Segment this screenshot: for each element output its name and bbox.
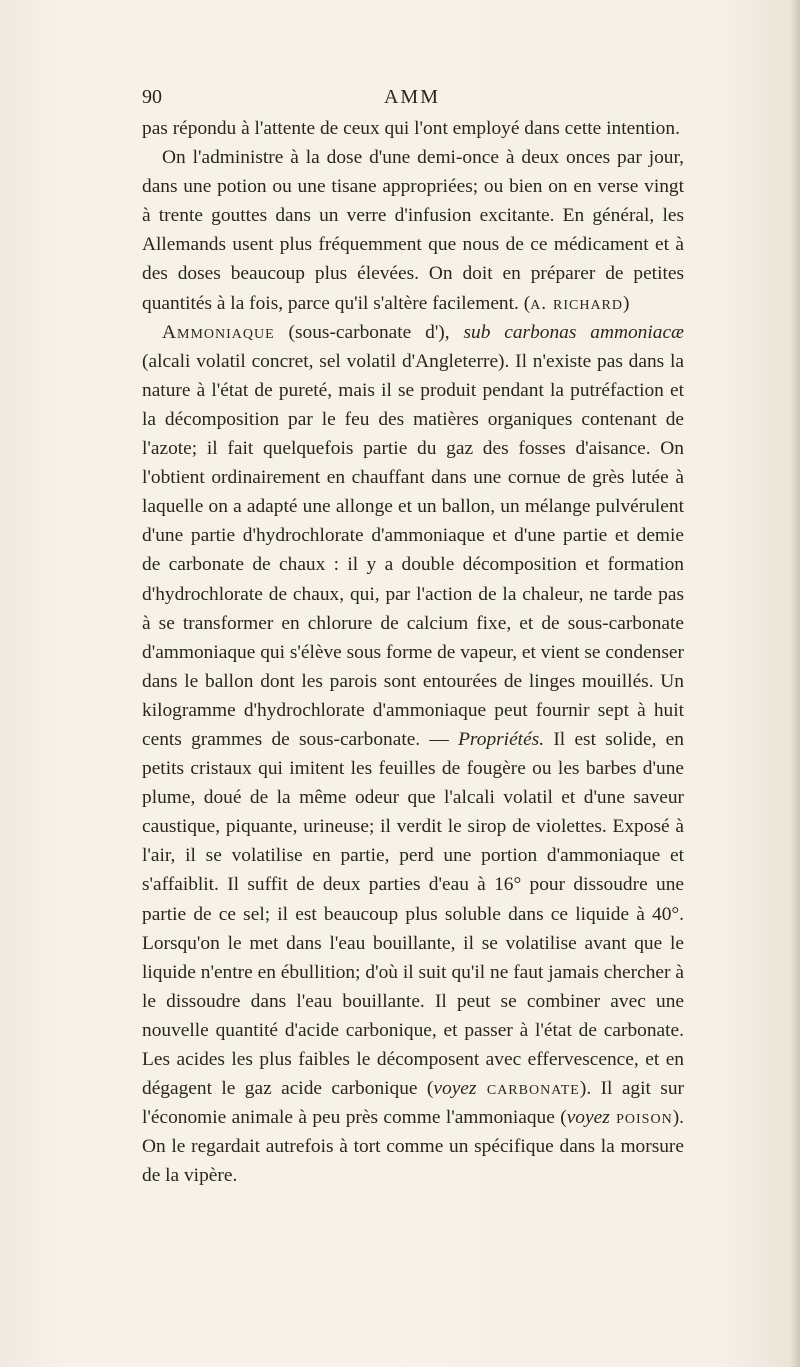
- paragraph-dosage: [142, 143, 684, 318]
- running-head: AMM: [383, 86, 440, 108]
- entry-text-b: (alcali volatil concret, sel volatil d'Angleterre). Il n'existe pas dans la nature à l'état de pureté, mais il se produit pendant la putréfaction et la décomposition par le feu des matières organiques contenant de l'azote; il fait quelquefois partie du gaz des fosses d'aisance. On l'obtient ordinairement en chauffant dans une cornue de grès lutée à laquelle on a adapté une allonge et un ballon, un mélange pulvérulent d'une partie d'hydrochlorate d'ammoniaque et d'une partie et demie de carbonate de chaux : il y a double décomposition et formation d'hydrochlorate de chaux, qui, par l'action de la chaleur, ne tarde pas à se transformer en chlorure de calcium fixe, et de sous-carbonate d'ammoniaque qui s'élève sous forme de vapeur, et vient se condenser dans le ballon dont les parois sont entourées de linges mouillés. Un kilogramme d'hydrochlorate d'ammoniaque peut fournir sept à huit cents grammes de sous-carbonate. —: [142, 350, 684, 750]
- entry-text-a: (sous-carbonate d'),: [274, 321, 464, 343]
- paragraph-continuation: pas répondu à l'attente de ceux qui l'ont employé dans cette intention.: [142, 118, 680, 139]
- entry-term: Ammoniaque: [162, 321, 275, 343]
- cross-reference-poison: poison: [609, 1107, 673, 1129]
- see-also-word-1: voyez: [433, 1078, 477, 1100]
- entry-text-c: Il est solide, en petits cristaux qui imitent les feuilles de fougère ou les barbes d'une plume, doué de la même odeur que l'alcali volatil et d'une saveur caustique, piquante, urineuse; il verdit le sirop de violettes. Exposé à l'air, il se volatilise en partie, perd une portion d'ammoniaque et s'affaiblit. Il suffit de deux parties d'eau à 16° pour dissoudre une partie de ce sel; il est beaucoup plus soluble dans ce liquide à 40°. Lorsqu'on le met dans l'eau bouillante, il se volatilise avant que le liquide n'entre en ébullition; d'où il suit qu'il ne faut jamais chercher à le dissoudre dans l'eau bouillante. Il peut se combiner avec une nouvelle quantité d'acide carbonique, et passer à l'état de carbonate. Les acides les plus faibles le décomposent avec effervescence, et en dégagent le gaz acide carbonique (: [142, 728, 684, 1100]
- latin-name: sub carbonas ammoniacæ: [463, 321, 684, 343]
- cross-reference-carbonate: carbonate: [476, 1078, 580, 1100]
- page-edge-shadow: [790, 0, 800, 1367]
- author-signature: a. richard: [530, 292, 623, 314]
- signature-close: ): [623, 292, 630, 314]
- page-header: [142, 86, 682, 114]
- entry-text-d: ). Il agit sur l'économie animale à peu près comme l'ammoniaque (: [142, 1078, 684, 1129]
- entry-text-e: ). On le regardait autrefois à tort comme un spécifique dans la morsure de la vipère.: [142, 1107, 684, 1187]
- paragraph-entry: [142, 318, 684, 1191]
- properties-heading: Propriétés.: [458, 728, 545, 750]
- signature-open: (: [518, 292, 531, 314]
- page-number: 90: [142, 86, 162, 108]
- body-text: [142, 114, 684, 1190]
- see-also-word-2: voyez: [566, 1107, 610, 1129]
- paragraph-dosage-text: On l'administre à la dose d'une demi-once à deux onces par jour, dans une potion ou une tisane appropriées; ou bien on en verse vingt à trente gouttes dans un verre d'infusion excitante. En général, les Allemands usent plus fréquemment que nous de ce médicament et à des doses beaucoup plus élevées. On doit en préparer de petites quantités à la fois, parce qu'il s'altère facilement.: [142, 147, 684, 314]
